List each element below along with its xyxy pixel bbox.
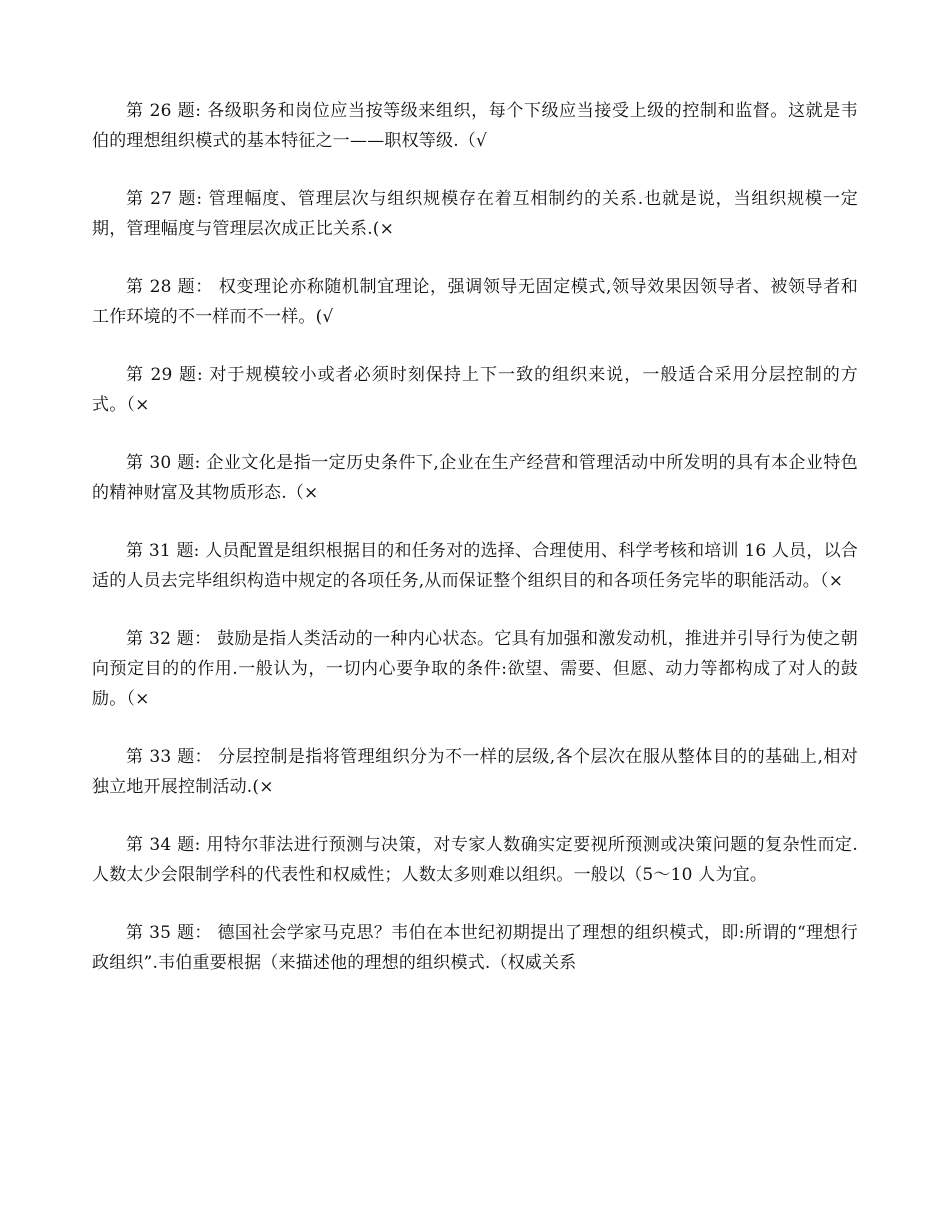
question-34: 第 34 题: 用特尔菲法进行预测与决策，对专家人数确实定要视所预测或决策问题的复杂性而定.人数太少会限制学科的代表性和权威性；人数太多则难以组织。一般以（5～10 人为宜。: [92, 835, 858, 885]
question-30: 第 30 题: 企业文化是指一定历史条件下,企业在生产经营和管理活动中所发明的具有本企业特色的精神财富及其物质形态.（×: [92, 453, 858, 503]
question-31: 第 31 题: 人员配置是组织根据目的和任务对的选择、合理使用、科学考核和培训 16 人员，以合适的人员去完毕组织构造中规定的各项任务,从而保证整个组织目的和各项任务完毕的职能活动。（×: [92, 541, 858, 591]
question-27: 第 27 题: 管理幅度、管理层次与组织规模存在着互相制约的关系.也就是说，当组织规模一定期，管理幅度与管理层次成正比关系.(×: [92, 189, 858, 239]
question-32: 第 32 题： 鼓励是指人类活动的一种内心状态。它具有加强和激发动机，推进并引导行为使之朝向预定目的的作用.一般认为，一切内心要争取的条件:欲望、需要、但愿、动力等都构成了对人的鼓励。（×: [92, 629, 858, 709]
question-26: 第 26 题: 各级职务和岗位应当按等级来组织，每个下级应当接受上级的控制和监督。这就是韦伯的理想组织模式的基本特征之一——职权等级.（√: [92, 101, 858, 151]
question-29: 第 29 题: 对于规模较小或者必须时刻保持上下一致的组织来说，一般适合采用分层控制的方式。（×: [92, 365, 858, 415]
question-33: 第 33 题： 分层控制是指将管理组织分为不一样的层级,各个层次在服从整体目的的基础上,相对独立地开展控制活动.(×: [92, 747, 858, 797]
question-28: 第 28 题： 权变理论亦称随机制宜理论，强调领导无固定模式,领导效果因领导者、被领导者和工作环境的不一样而不一样。(√: [92, 277, 858, 327]
question-35: 第 35 题： 德国社会学家马克思？韦伯在本世纪初期提出了理想的组织模式，即:所谓的“理想行政组织”.韦伯重要根据（来描述他的理想的组织模式.（权威关系: [92, 923, 858, 973]
